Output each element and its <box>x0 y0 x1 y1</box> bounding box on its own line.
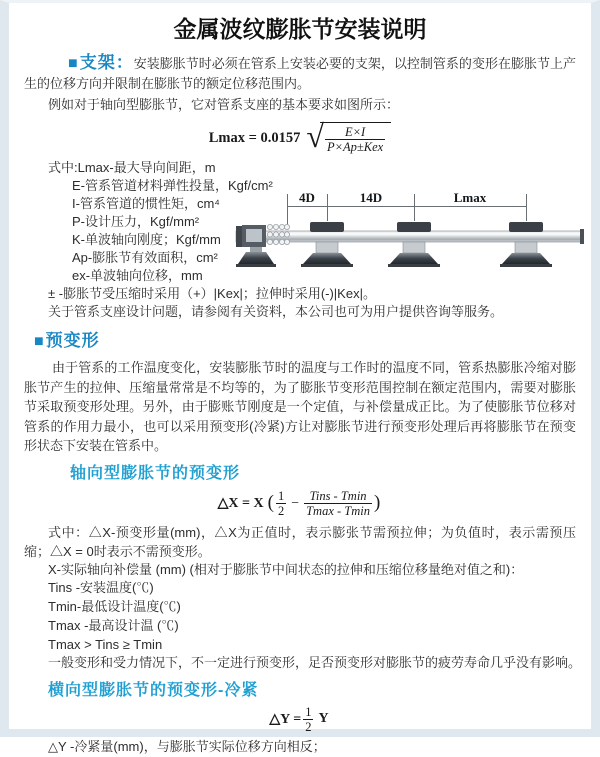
support-intro-paragraph <box>24 53 576 94</box>
section-square-icon: ■ <box>34 333 45 350</box>
axial-definition-line: Tmin-最低设计温度(℃) <box>48 599 181 615</box>
bellows <box>267 224 289 244</box>
preform-body-paragraph: 由于管系的工作温度变化，安装膨胀节时的温度与工作时的温度不同，管系热膨胀冷缩对膨胀节产生的拉伸、压缩量常常是不均等的，为了膨胀节变形范围控制在额定范围内，需要对膨胀节采取预变形处理。另外，由于膨账节刚度是一个定值，与补偿量成正比。为了使膨胀节位移对管系的作用力最小，也可以采用预变形(冷紧)方让对膨胀节进行预变形处理后再将膨胀节在预变形状态下安装在管系中。 <box>24 360 576 453</box>
definition-line: ex-单波轴向位移，mm <box>72 268 203 283</box>
lateral-subsection-heading: 横向型膨胀节的预变形-冷紧 <box>48 682 259 700</box>
section-square-icon: ■ <box>68 55 79 72</box>
support-heading-label: 支架： <box>79 53 134 72</box>
radicand <box>320 122 391 154</box>
fraction-denominator: 2 <box>277 504 285 518</box>
fraction-numerator: E×I <box>344 125 366 139</box>
pipe-support <box>301 222 353 267</box>
dim-label-lmax: Lmax <box>453 190 487 205</box>
definition-line: K-单波轴向刚度；Kgf/mm <box>72 232 221 247</box>
pipe-support <box>500 222 552 267</box>
axial-definition-line: 一般变形和受力情况下，不一定进行预变形，足否预变形对膨胀节的疲劳寿命几乎没有影响。 <box>48 655 582 671</box>
fraction-one-half <box>303 705 313 734</box>
fraction-numerator: 1 <box>305 704 312 719</box>
support-intro-text: 安装膨胀节时必须在管系上安装必要的支架，以控制管系的变形在膨胀节上产生的位移方向并限制在膨胀节的额定位移范围内。 <box>24 56 576 91</box>
fraction-numerator: Tins - Tmin <box>309 489 367 503</box>
formula-axial-predeform <box>24 487 576 521</box>
dim-label-14d: 14D <box>359 190 383 205</box>
definition-note-pm: ± -膨胀节受压缩时采用（+）|Kex|；拉伸时采用(-)|Kex|。 <box>48 286 376 301</box>
pipe-support-diagram <box>234 189 586 281</box>
minus-operator: − <box>291 495 300 511</box>
lateral-note-line: △Y -冷紧量(mm)，与膨胀节实际位移方向相反； <box>48 739 326 755</box>
preform-heading-label: 预变形 <box>45 331 100 350</box>
fraction-numerator: 1 <box>277 489 285 503</box>
axial-definition-line: X-实际轴向补偿量 (mm) (相对于膨胀节中间状态的拉伸和压缩位移量绝对值之和)： <box>48 561 524 577</box>
pipe-end-cap <box>580 229 584 244</box>
formula-lmax <box>24 118 576 155</box>
dim-label-4d: 4D <box>299 190 315 205</box>
formula-dy-rhs: Y <box>318 711 329 727</box>
fraction-denominator: P×Ap±Kex <box>326 140 384 154</box>
close-paren: ) <box>374 491 381 513</box>
radical-sign-icon: √ <box>306 118 324 154</box>
preform-section-heading <box>34 330 576 353</box>
fraction-denominator: Tmax - Tmin <box>306 504 371 518</box>
fraction <box>325 125 385 154</box>
definitions-block <box>24 159 576 321</box>
definition-line: E-管系管道材料弹性投量，Kgf/cm² <box>72 178 273 193</box>
definition-line: 式中:Lmax-最大导向间距，m <box>48 160 216 175</box>
formula-dx-lhs: △X = X <box>217 496 264 511</box>
page-title: 金属波纹膨胀节安装说明 <box>173 16 427 42</box>
axial-definition-line: Tins -安装温度(℃) <box>48 580 154 596</box>
definition-line: I-管系管道的惯性矩，cm⁴ <box>72 196 220 211</box>
open-paren: ( <box>267 491 274 513</box>
support-section-heading <box>68 53 134 72</box>
formula-lateral-coldpull <box>24 704 576 734</box>
axial-definition-paragraph: 式中：△X-预变形量(mm)，△X为正值时，表示膨张节需预拉伸；为负值时，表示需预压缩；△X = 0时表示不需预变形。 <box>24 524 576 559</box>
fraction-temperature <box>304 489 372 518</box>
axial-definition-line: Tmax > Tins ≥ Tmin <box>48 636 163 652</box>
axial-subsection-heading: 轴向型膨胀节的预变形 <box>70 464 241 482</box>
definition-line: P-设计压力，Kgf/mm² <box>72 214 200 229</box>
formula-lmax-lhs: Lmax = 0.0157 <box>208 129 301 146</box>
fraction-denominator: 2 <box>305 719 312 734</box>
pipe-support <box>388 222 440 267</box>
definition-note-service: 关于管系支座设计问题，请参阅有关资料，本公司也可为用户提供咨询等服务。 <box>48 304 504 319</box>
radical <box>306 118 391 154</box>
fraction-one-half <box>276 489 286 518</box>
formula-dy-lhs: △Y = <box>269 711 302 727</box>
axial-definition-line: Tmax -最高设计温 (℃) <box>48 617 179 633</box>
definition-line: Ap-膨胀节有效面积，cm² <box>72 250 218 265</box>
support-example-line: 例如对于轴向型膨胀节，它对管系支座的基本要求如图所示： <box>48 97 400 112</box>
